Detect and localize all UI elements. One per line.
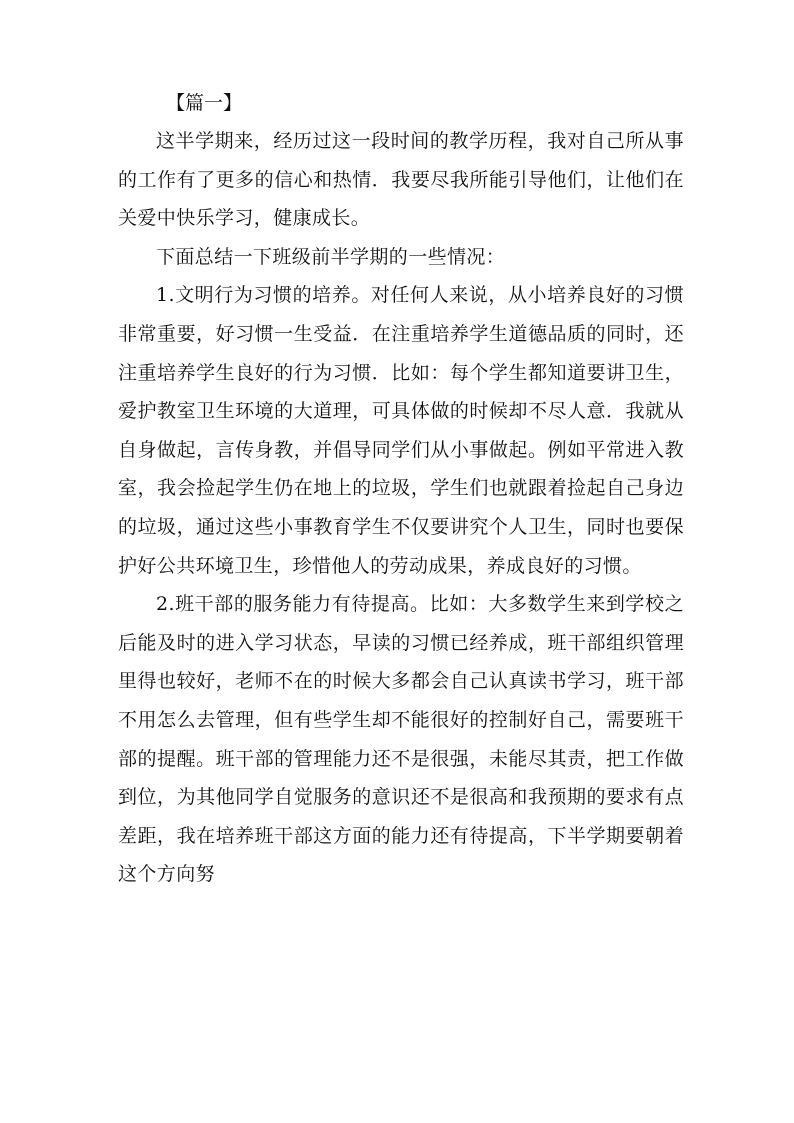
document-body (118, 84, 684, 894)
paragraph-summary-lead: 下面总结一下班级前半学期的一些情况： (156, 245, 506, 268)
section-heading: 【篇一】 (166, 92, 243, 114)
paragraph-intro: 这半学期来，经历过这一段时间的教学历程，我对自己所从事的工作有了更多的信心和热情．我要尽我所能引导他们，让他们在关爱中快乐学习，健康成长。 (118, 130, 684, 230)
paragraph-item-1: 1.文明行为习惯的培养。对任何人来说，从小培养良好的习惯非常重要，好习惯一生受益．在注重培养学生道德品质的同时，还注重培养学生良好的行为习惯．比如：每个学生都知道要讲卫生，爱护教室卫生环境的大道理，可具体做的时候却不尽人意．我就从自身做起，言传身教，并倡导同学们从小事做起。例如平常进入教室，我会捡起学生仍在地上的垃圾，学生们也就跟着捡起自己身边的垃圾，通过这些小事教育学生不仅要讲究个人卫生，同时也要保护好公共环境卫生，珍惜他人的劳动成果，养成良好的习惯。 (118, 284, 684, 577)
paragraph-item-2: 2.班干部的服务能力有待提高。比如：大多数学生来到学校之后能及时的进入学习状态，早读的习惯已经养成，班干部组织管理里得也较好，老师不在的时候大多都会自己认真读书学习，班干部不用怎么去管理，但有些学生却不能很好的控制好自己，需要班干部的提醒。班干部的管理能力还不是很强，未能尽其责，把工作做到位，为其他同学自觉服务的意识还不是很高和我预期的要求有点差距，我在培养班干部这方面的能力还有待提高，下半学期要朝着这个方向努 (118, 593, 684, 886)
